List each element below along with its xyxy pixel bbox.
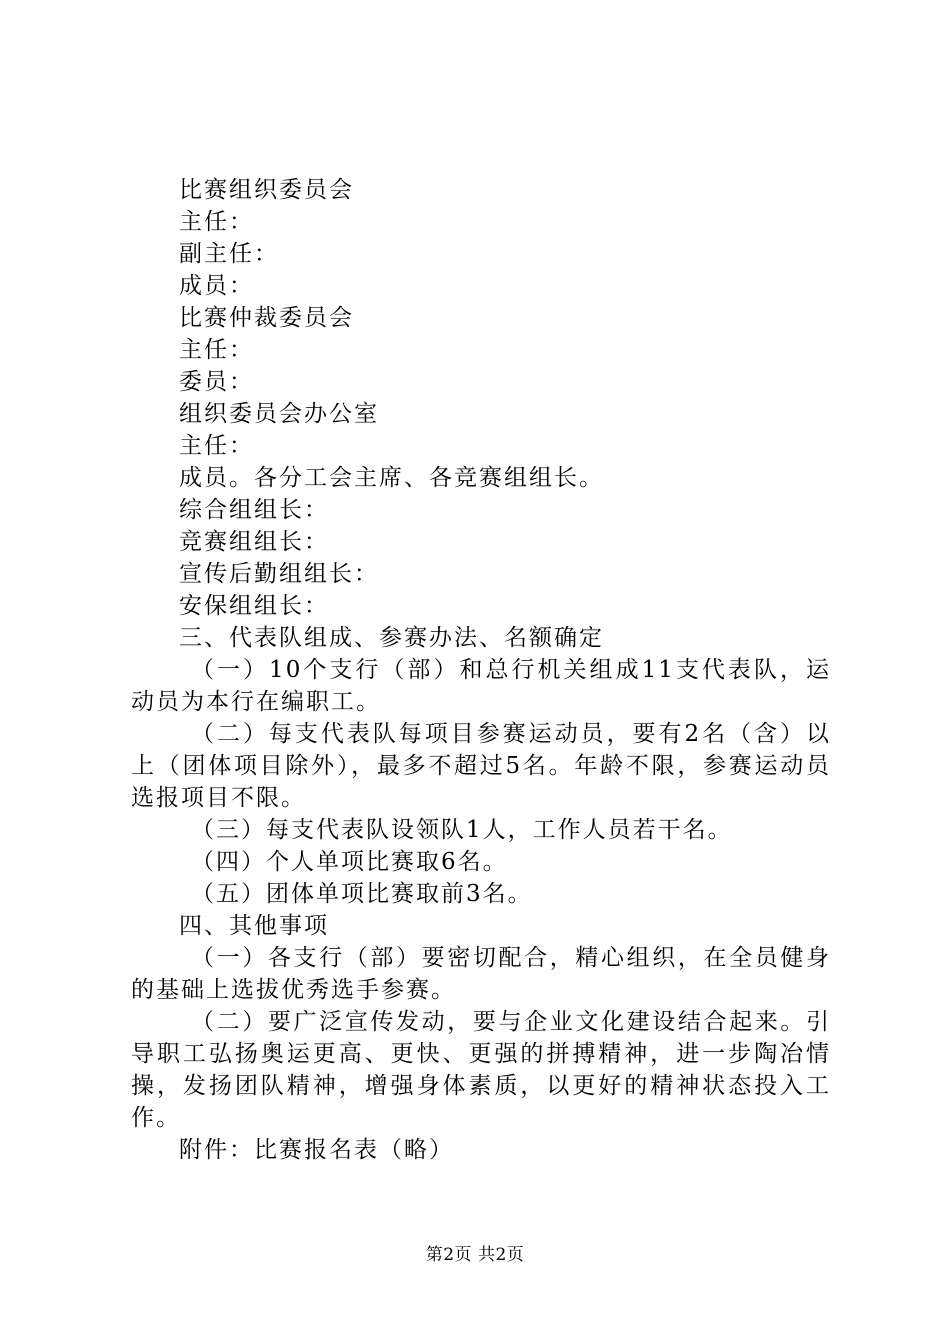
org-committee-deputy-director: 副主任：	[179, 241, 279, 267]
arbitration-committee-director: 主任：	[179, 337, 254, 363]
attachment-note: 附件：比赛报名表（略）	[179, 1137, 454, 1163]
competition-group-leader: 竞赛组组长：	[179, 529, 329, 555]
general-group-leader: 综合组组长：	[179, 497, 329, 523]
document-body	[131, 174, 831, 1166]
arbitration-committee-heading: 比赛仲裁委员会	[179, 305, 354, 331]
org-committee-heading: 比赛组织委员会	[179, 177, 354, 203]
org-committee-director: 主任：	[179, 209, 254, 235]
section-4-item-2: （二）要广泛宣传发动，要与企业文化建设结合起来。引导职工弘扬奥运更高、更快、更强的拼搏精神，进一步陶冶情操，发扬团队精神，增强身体素质，以更好的精神状态投入工作。	[131, 1009, 831, 1131]
page-footer: 第2页 共2页	[425, 1245, 525, 1265]
committee-office-heading: 组织委员会办公室	[179, 401, 379, 427]
section-4-heading: 四、其他事项	[179, 913, 329, 939]
section-3-item-1: （一）10个支行（部）和总行机关组成11支代表队，运动员为本行在编职工。	[131, 657, 831, 715]
arbitration-committee-members: 委员：	[179, 369, 254, 395]
committee-office-director: 主任：	[179, 433, 254, 459]
section-3-item-2: （二）每支代表队每项目参赛运动员，要有2名（含）以上（团体项目除外），最多不超过5名。年龄不限，参赛运动员选报项目不限。	[131, 721, 831, 811]
section-3-heading: 三、代表队组成、参赛办法、名额确定	[179, 625, 604, 651]
security-group-leader: 安保组组长：	[179, 593, 329, 619]
publicity-logistics-group-leader: 宣传后勤组组长：	[179, 561, 379, 587]
section-3-item-4: （四）个人单项比赛取6名。	[191, 849, 508, 875]
committee-office-members: 成员。各分工会主席、各竞赛组组长。	[179, 465, 604, 491]
section-3-item-3: （三）每支代表队设领队1人，工作人员若干名。	[191, 817, 733, 843]
section-3-item-5: （五）团体单项比赛取前3名。	[191, 881, 533, 907]
section-4-item-1: （一）各支行（部）要密切配合，精心组织，在全员健身的基础上选拔优秀选手参赛。	[131, 945, 831, 1003]
org-committee-members: 成员：	[179, 273, 254, 299]
